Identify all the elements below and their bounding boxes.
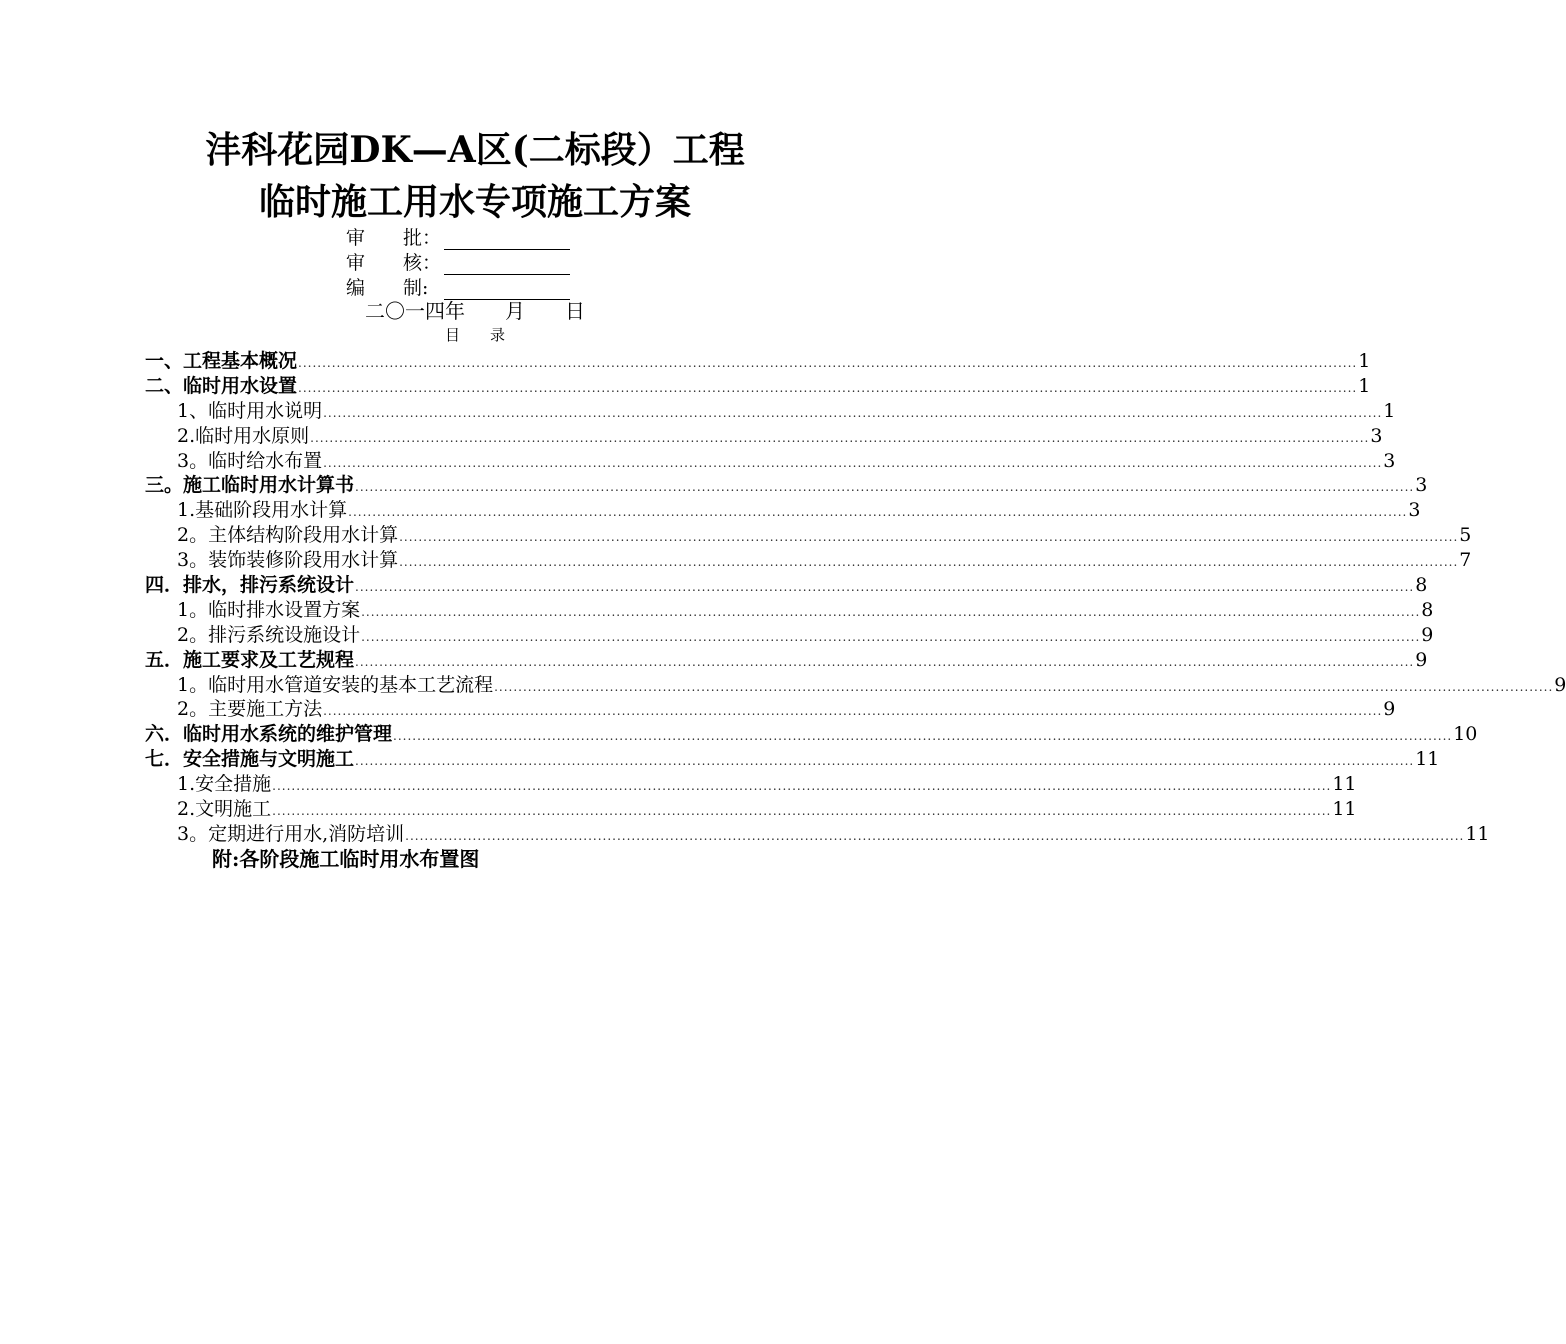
toc-leader-dots: ............................................................................................................................................................................................................................: [405, 828, 1465, 843]
toc-leader-dots: ............................................................................................................................................................................................................................: [399, 555, 1459, 570]
toc-entry-page: 5: [1459, 524, 1472, 547]
toc-entry-page: 3: [1408, 499, 1421, 522]
toc-leader-dots: ............................................................................................................................................................................................................................: [272, 779, 1332, 794]
document-title-line-1: 沣科花园DK—A区(二标段）工程: [205, 129, 745, 171]
toc-entry[interactable]: [145, 697, 1396, 722]
toc-entry-page: 8: [1415, 574, 1428, 597]
toc-leader-dots: ............................................................................................................................................................................................................................: [355, 754, 1415, 769]
toc-entry-title: 1。临时用水管道安装的基本工艺流程: [177, 673, 494, 696]
toc-entry[interactable]: [145, 399, 1396, 424]
toc-entry-title: 1.基础阶段用水计算: [177, 499, 348, 522]
toc-entry-page: 7: [1459, 549, 1472, 572]
toc-entry[interactable]: [145, 747, 1440, 772]
toc-entry[interactable]: [145, 573, 1428, 598]
review-signature-blank: [444, 256, 570, 275]
table-of-contents: [145, 349, 1566, 847]
toc-entry[interactable]: [145, 548, 1472, 573]
toc-leader-dots: ............................................................................................................................................................................................................................: [272, 804, 1332, 819]
toc-entry[interactable]: [145, 473, 1428, 498]
toc-leader-dots: ............................................................................................................................................................................................................................: [393, 729, 1453, 744]
toc-leader-dots: ............................................................................................................................................................................................................................: [298, 356, 1358, 370]
toc-entry-title: 2。主体结构阶段用水计算: [177, 524, 399, 547]
toc-entry-title: 1。临时排水设置方案: [177, 598, 361, 621]
toc-leader-dots: ............................................................................................................................................................................................................................: [298, 380, 1358, 395]
appendix-note: 附:各阶段施工临时用水布置图: [212, 847, 480, 871]
toc-entry[interactable]: [145, 772, 1357, 797]
toc-leader-dots: ............................................................................................................................................................................................................................: [323, 455, 1383, 470]
toc-entry-page: 10: [1453, 723, 1478, 746]
toc-entry-page: 11: [1465, 822, 1490, 845]
toc-entry[interactable]: [145, 722, 1478, 747]
toc-entry-page: 9: [1415, 648, 1428, 671]
toc-entry-title: 2.文明施工: [177, 798, 272, 821]
toc-entry[interactable]: [145, 349, 1371, 374]
approval-line: [346, 226, 570, 250]
toc-entry-page: 9: [1421, 623, 1434, 646]
toc-entry-title: 四．排水，排污系统设计: [145, 574, 355, 597]
toc-entry-page: 1: [1358, 350, 1371, 372]
toc-leader-dots: ............................................................................................................................................................................................................................: [355, 580, 1415, 595]
toc-entry-title: 1.安全措施: [177, 773, 272, 796]
prepared-by-label: 编 制:: [346, 277, 429, 299]
toc-entry-page: 3: [1383, 449, 1396, 472]
toc-entry[interactable]: [145, 797, 1357, 822]
review-line: [346, 251, 570, 275]
toc-entry[interactable]: [145, 822, 1490, 847]
document-date: 二〇一四年 月 日: [365, 299, 585, 323]
toc-entry[interactable]: [145, 623, 1434, 648]
toc-leader-dots: ............................................................................................................................................................................................................................: [323, 704, 1383, 719]
toc-leader-dots: ............................................................................................................................................................................................................................: [494, 679, 1554, 694]
toc-entry-title: 五．施工要求及工艺规程: [145, 648, 355, 671]
review-label: 审 核：: [346, 252, 442, 274]
toc-entry-title: 三。施工临时用水计算书: [145, 474, 355, 497]
prepared-by-signature-blank: [444, 281, 570, 300]
toc-leader-dots: ............................................................................................................................................................................................................................: [348, 505, 1408, 520]
toc-entry-page: 9: [1554, 673, 1566, 696]
toc-entry-title: 3。装饰装修阶段用水计算: [177, 549, 399, 572]
toc-entry-page: 3: [1415, 474, 1428, 497]
toc-entry-page: 3: [1370, 424, 1383, 447]
toc-leader-dots: ............................................................................................................................................................................................................................: [399, 530, 1459, 545]
toc-entry-page: 8: [1421, 598, 1434, 621]
toc-entry[interactable]: [145, 498, 1421, 523]
toc-leader-dots: ............................................................................................................................................................................................................................: [355, 654, 1415, 669]
toc-leader-dots: ............................................................................................................................................................................................................................: [361, 604, 1421, 619]
toc-entry[interactable]: [145, 374, 1371, 399]
approval-label: 审 批：: [346, 227, 442, 249]
toc-entry-title: 1、临时用水说明: [177, 399, 323, 422]
toc-leader-dots: ............................................................................................................................................................................................................................: [355, 480, 1415, 495]
toc-entry-title: 六．临时用水系统的维护管理: [145, 723, 393, 746]
toc-entry-title: 2。主要施工方法: [177, 698, 323, 721]
prepared-by-line: [346, 276, 570, 300]
toc-leader-dots: ............................................................................................................................................................................................................................: [323, 405, 1383, 420]
toc-entry[interactable]: [145, 598, 1434, 623]
toc-entry-page: 11: [1332, 798, 1357, 821]
toc-entry[interactable]: [145, 673, 1566, 698]
toc-entry-title: 二、临时用水设置: [145, 374, 298, 397]
document-title-line-2: 临时施工用水专项施工方案: [258, 181, 691, 223]
toc-entry-title: 七．安全措施与文明施工: [145, 748, 355, 771]
toc-entry[interactable]: [145, 424, 1383, 449]
toc-entry-title: 2.临时用水原则: [177, 424, 310, 447]
toc-heading: 目 录: [444, 326, 505, 344]
toc-leader-dots: ............................................................................................................................................................................................................................: [310, 430, 1370, 445]
toc-entry[interactable]: [145, 523, 1472, 548]
toc-entry-title: 2。排污系统设施设计: [177, 623, 361, 646]
toc-entry-title: 一、工程基本概况: [145, 350, 298, 372]
toc-entry-page: 1: [1383, 399, 1396, 422]
toc-entry-page: 1: [1358, 374, 1371, 397]
toc-entry[interactable]: [145, 449, 1396, 474]
toc-entry-page: 11: [1415, 748, 1440, 771]
toc-entry-page: 11: [1332, 773, 1357, 796]
toc-entry[interactable]: [145, 648, 1428, 673]
approval-signature-blank: [444, 231, 570, 250]
toc-entry-title: 3。临时给水布置: [177, 449, 323, 472]
toc-entry-title: 3。定期进行用水,消防培训: [177, 822, 405, 845]
toc-entry-page: 9: [1383, 698, 1396, 721]
toc-leader-dots: ............................................................................................................................................................................................................................: [361, 629, 1421, 644]
